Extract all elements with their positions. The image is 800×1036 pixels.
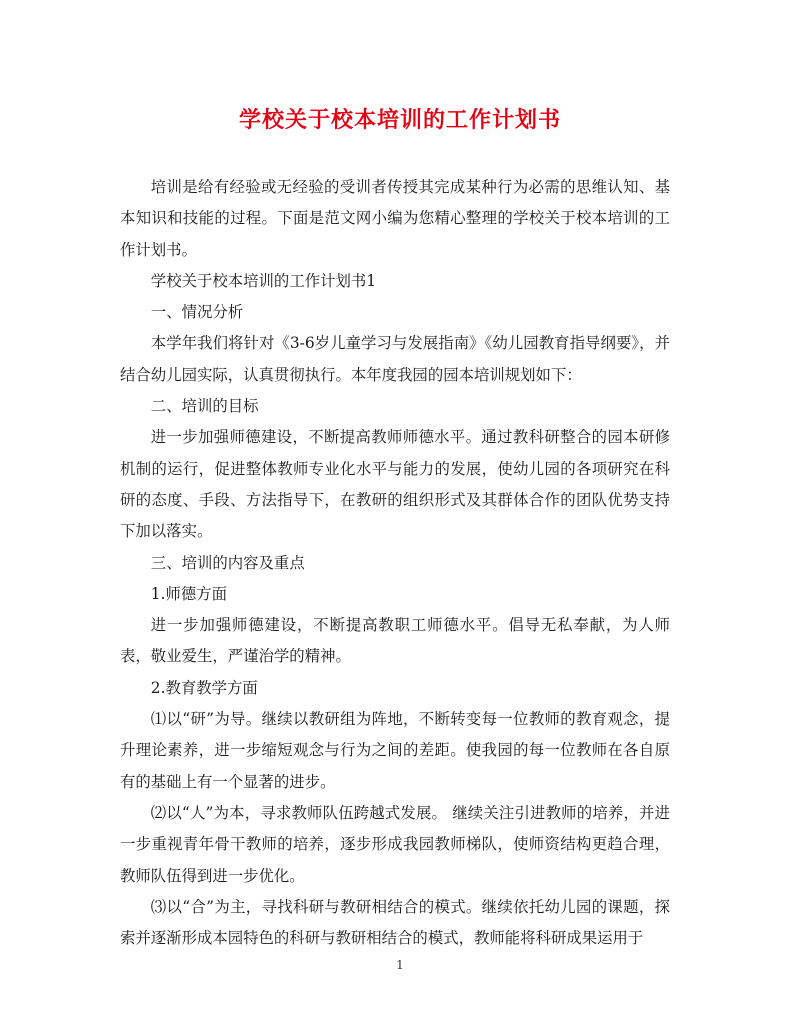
paragraph-intro: 培训是给有经验或无经验的受训者传授其完成某种行为必需的思维认知、基本知识和技能的过程。下面是范文网小编为您精心整理的学校关于校本培训的工作计划书。 [120,178,670,259]
paragraph-item-3: ⑶以“合”为主，寻找科研与教研相结合的模式。继续依托幼儿园的课题，探索并逐渐形成本园特色的科研与教研相结合的模式，教师能将科研成果运用于 [120,897,670,948]
section-heading-situation: 一、情况分析 [150,303,244,322]
paragraph-item-1: ⑴以“研”为导。继续以教研组为阵地，不断转变每一位教师的教育观念，提升理论素养，进一步缩短观念与行为之间的差距。使我园的每一位教师在各自原有的基础上有一个显著的进步。 [120,710,670,791]
subheading-ethics: 1.师德方面 [150,584,228,603]
paragraph-item-2: ⑵以“人”为本，寻求教师队伍跨越式发展。 继续关注引进教师的培养，并进一步重视青年骨干教师的培养，逐步形成我园教师梯队，使师资结构更趋合理，教师队伍得到进一步优化。 [120,803,670,885]
paragraph-situation: 本学年我们将针对《3-6岁儿童学习与发展指南》《幼儿园教育指导纲要》，并结合幼儿园实际，认真贯彻执行。本年度我园的园本培训规划如下： [120,334,670,384]
subheading-teaching: 2.教育教学方面 [150,678,258,697]
document-body [120,172,670,954]
section-heading-content: 三、培训的内容及重点 [150,553,305,572]
document-title: 学校关于校本培训的工作计划书 [238,107,561,133]
paragraph-goals: 进一步加强师德建设，不断提高教师师德水平。通过教科研整合的园本研修机制的运行，促进整体教师专业化水平与能力的发展，使幼儿园的各项研究在科研的态度、手段、方法指导下，在教研的组织形式及其群体合作的团队优势支持下加以落实。 [120,428,670,541]
page-number: 1 [396,958,404,972]
section-heading-plan-1: 学校关于校本培训的工作计划书1 [150,271,377,290]
paragraph-ethics: 进一步加强师德建设，不断提高教职工师德水平。倡导无私奉献，为人师表，敬业爱生，严谨治学的精神。 [120,616,670,666]
section-heading-goals: 二、培训的目标 [150,397,259,416]
